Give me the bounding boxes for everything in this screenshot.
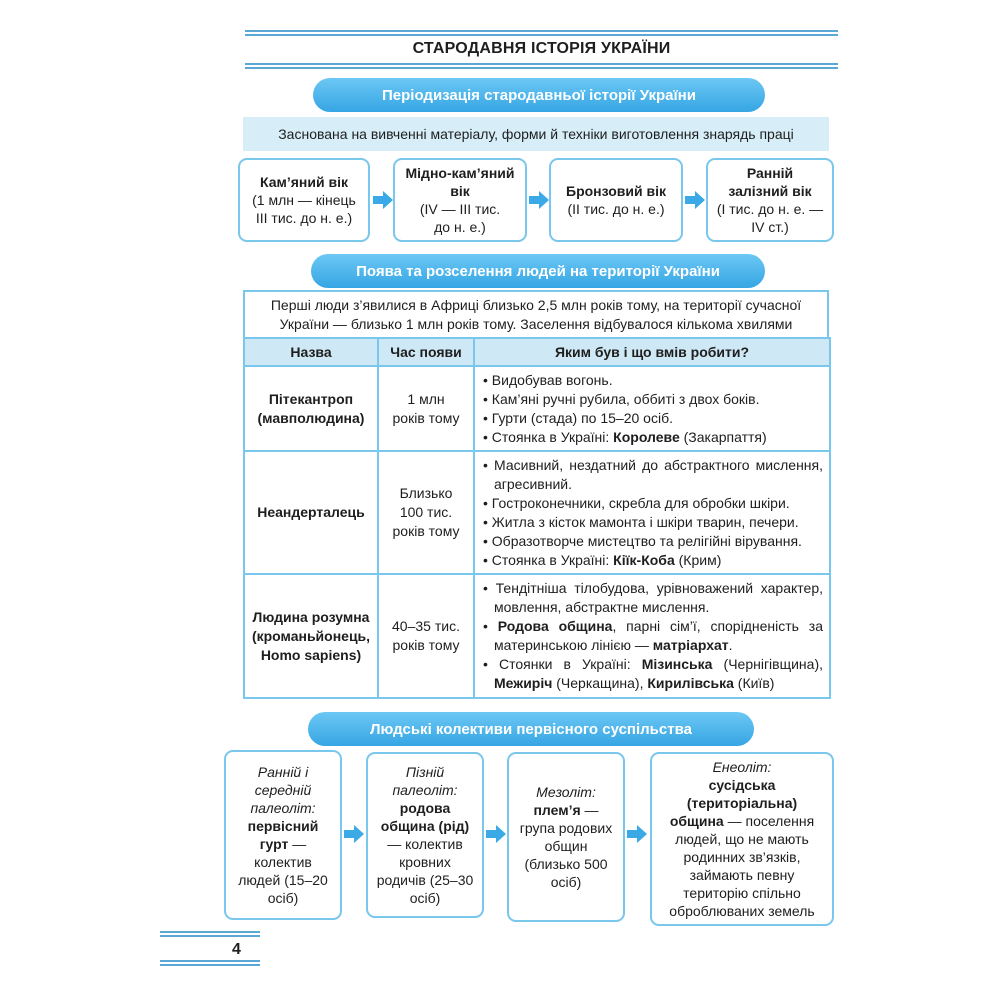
time-line: 40–35 тис. [392, 618, 460, 634]
table-header-row [244, 338, 830, 366]
table-row [244, 366, 830, 451]
stage-term: сусідська (територіальна) община [669, 777, 798, 829]
text: (Київ) [733, 675, 775, 691]
period-box-bronze-age [549, 158, 683, 242]
stage-description [515, 801, 617, 891]
list-item: • Гурти (стада) по 15–20 осіб. [483, 409, 823, 428]
text: , парні сім’ї, спорідненість за материнською лінією — [494, 618, 823, 653]
header-rule-top [245, 30, 838, 38]
table-row [244, 451, 830, 574]
time-line: років тому [392, 409, 460, 426]
list-item: • Масивний, нездатний до абстрактного мислення, агресивний. [483, 456, 823, 494]
period-box-copper-stone-age [393, 158, 527, 242]
stage-period: Мезоліт: [536, 784, 596, 800]
stage-box-eneolithic [650, 752, 834, 926]
period-name: Кам’яний вік [260, 174, 348, 190]
stage-box-early-paleolithic [224, 750, 342, 920]
stage-term: плем’я [533, 802, 581, 818]
text: (Крим) [674, 551, 722, 568]
species-name [244, 574, 378, 698]
stage-text: — колектив людей (15–20 осіб) [238, 836, 328, 906]
list-item: • Кам’яні ручні рубила, оббиті з двох боків. [483, 390, 823, 409]
list-item [483, 551, 823, 570]
list-item [483, 617, 823, 655]
species-name [244, 451, 378, 574]
species-description [474, 574, 830, 698]
list-item: • Житла з кісток мамонта і шкіри тварин, печери. [483, 513, 823, 532]
time-line: 1 млн [407, 390, 445, 407]
section-heading-settlement: Поява та розселення людей на території України [311, 254, 765, 288]
period-date: (1 млн — кінець [252, 192, 356, 208]
period-date: до н. е.) [434, 219, 486, 235]
time-line: років тому [392, 637, 460, 653]
periodization-basis: Заснована на вивченні матеріалу, форми й техніки виготовлення знарядь праці [243, 117, 829, 151]
stage-description [658, 776, 826, 920]
text: (Черкащина), [552, 675, 648, 691]
text: (Закарпаття) [679, 428, 767, 445]
site-name: Кіїк-Коба [613, 551, 675, 568]
appearance-time [378, 574, 474, 698]
period-box-early-iron-age [706, 158, 834, 242]
intro-line: України — близько 1 млн років тому. Заселення відбувалося кількома хвилями [279, 316, 793, 332]
footer-rule-bottom [160, 960, 260, 967]
term: матріархат [652, 637, 729, 653]
text: . [728, 637, 733, 653]
text: Стоянка в Україні: [491, 428, 614, 445]
period-box-stone-age [238, 158, 370, 242]
stage-box-late-paleolithic [366, 752, 484, 918]
stage-text: — група родових общин (близько 500 осіб) [519, 802, 613, 890]
column-header-time: Час появи [378, 338, 474, 366]
site-name: Межиріч [494, 675, 553, 691]
time-line: 100 тис. [399, 504, 453, 520]
stage-period: Пізній палеоліт: [392, 764, 458, 798]
period-name: вік [450, 183, 470, 199]
stage-term: первісний гурт [247, 818, 319, 852]
name-line: Людина розумна [252, 608, 370, 625]
settlement-intro [243, 290, 829, 337]
name-line: Пітекантроп [268, 390, 354, 407]
arrow-right-icon [528, 189, 550, 211]
species-description [474, 366, 830, 451]
stage-text: — поселення людей, що не мають родинних зв’язків, займають певну територію спільно оброблюваних земель [669, 813, 815, 919]
list-item [483, 428, 823, 447]
section-heading-collectives: Людські колективи первісного суспільства [308, 712, 754, 746]
page-number: 4 [232, 941, 241, 958]
section-heading-periodization: Періодизація стародавньої історії України [313, 78, 765, 112]
table-row [244, 574, 830, 698]
intro-line: Перші люди з’явилися в Африці близько 2,5 млн років тому, на території сучасної [270, 297, 802, 313]
site-name: Королеве [613, 428, 680, 445]
species-description [474, 451, 830, 574]
text: Стоянка в Україні: [491, 551, 614, 568]
name-line: (мавполюдина) [257, 409, 365, 426]
stage-text: — колектив кровних родичів (25–30 осіб) [376, 836, 474, 906]
period-date: IV ст.) [751, 219, 789, 235]
arrow-right-icon [343, 823, 365, 845]
arrow-right-icon [485, 823, 507, 845]
name-line: Неандерталець [257, 504, 365, 520]
column-header-description: Яким був і що вмів робити? [474, 338, 830, 366]
header-rule-bottom [245, 63, 838, 71]
period-date: (І тис. до н. е. — [716, 201, 824, 217]
arrow-right-icon [626, 823, 648, 845]
list-item: • Гостроконечники, скребла для обробки шкіри. [483, 494, 823, 513]
name-line: Homo sapiens) [260, 646, 362, 663]
appearance-time [378, 451, 474, 574]
stage-period: Ранній і середній палеоліт: [250, 764, 316, 816]
footer-rule-top [160, 931, 260, 938]
time-line: років тому [392, 523, 460, 539]
term: Родова община [497, 618, 613, 634]
arrow-right-icon [372, 189, 394, 211]
list-item [483, 655, 823, 693]
list-item: • Тендітніша тілобудова, урівноважений характер, мовлення, абстрактне мислення. [483, 579, 823, 617]
period-date: (ІІ тис. до н. е.) [567, 201, 665, 217]
site-name: Мізинська [641, 656, 713, 672]
period-name: Мідно-кам’яний [405, 165, 515, 181]
stage-description [232, 817, 334, 907]
species-name [244, 366, 378, 451]
stage-box-mesolithic [507, 752, 625, 922]
period-name: залізний вік [728, 183, 812, 199]
list-item: • Образотворче мистецтво та релігійні вірування. [483, 532, 823, 551]
text: Стоянки в Україні: [499, 656, 642, 672]
period-name: Бронзовий вік [566, 183, 666, 199]
text: (Чернігівщина), [712, 656, 824, 672]
stage-term: родова община (рід) [380, 800, 470, 834]
arrow-right-icon [684, 189, 706, 211]
period-date: (IV — ІІІ тис. [419, 201, 501, 217]
name-line: (кроманьйонець, [251, 627, 371, 644]
site-name: Кирилівська [647, 675, 734, 691]
appearance-time [378, 366, 474, 451]
human-species-table [243, 337, 831, 699]
page-title: СТАРОДАВНЯ ІСТОРІЯ УКРАЇНИ [412, 40, 671, 57]
period-date: ІІІ тис. до н. е.) [255, 210, 353, 226]
period-name: Ранній [746, 165, 794, 181]
column-header-name: Назва [244, 338, 378, 366]
stage-period: Енеоліт: [712, 759, 772, 775]
list-item: • Видобував вогонь. [483, 371, 823, 390]
time-line: Близько [399, 485, 453, 501]
stage-description [374, 799, 476, 907]
